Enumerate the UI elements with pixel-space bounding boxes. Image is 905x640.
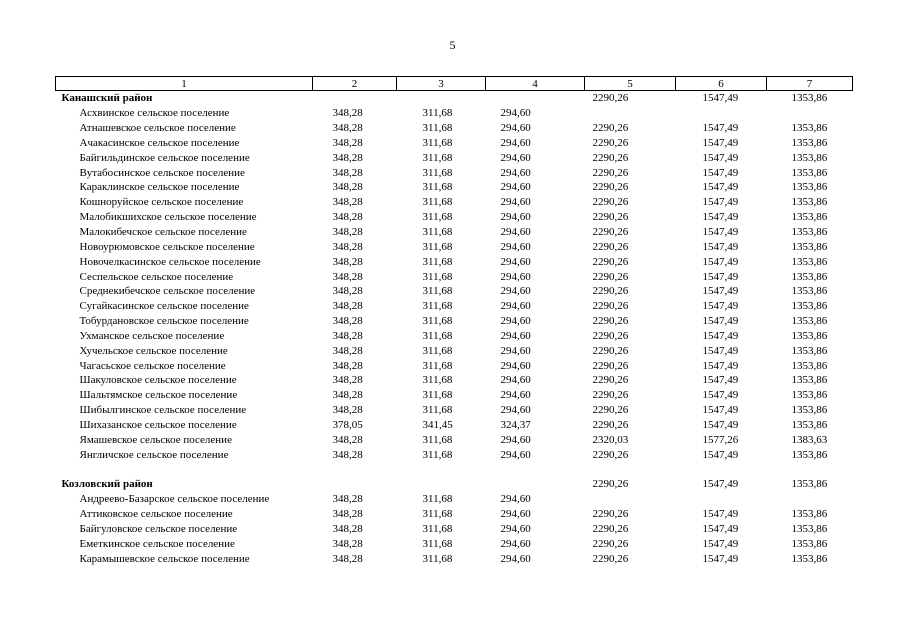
settlement-name: Атнашевское сельское поселение [79, 122, 236, 135]
value-cell: 311,68 [422, 508, 453, 521]
value-cell: 1353,86 [791, 211, 828, 224]
value-cell: 294,60 [500, 315, 531, 328]
value-cell: 311,68 [422, 226, 453, 239]
value-cell: 294,60 [500, 344, 531, 357]
value-cell: 1353,86 [791, 344, 828, 357]
value-cell: 2290,26 [592, 181, 629, 194]
settlement-name: Сеспельское сельское поселение [79, 270, 234, 283]
section-value-cell [486, 477, 585, 492]
value-cell: 1547,49 [702, 181, 739, 194]
value-cell: 1547,49 [702, 508, 739, 521]
value-cell: 1547,49 [702, 315, 739, 328]
value-cell: 294,60 [500, 181, 531, 194]
value-cell: 348,28 [332, 196, 363, 209]
section-title: Канашский район [61, 92, 153, 105]
value-cell: 324,37 [500, 418, 531, 431]
value-cell: 348,28 [332, 151, 363, 164]
table-row [56, 403, 853, 418]
value-cell: 1547,49 [702, 448, 739, 461]
table-row [56, 254, 853, 269]
value-cell: 294,60 [500, 196, 531, 209]
settlement-name: Вутабосинское сельское поселение [79, 166, 245, 179]
value-cell: 294,60 [500, 537, 531, 550]
settlement-name: Новочелкасинское сельское поселение [79, 255, 261, 268]
value-cell: 1547,49 [702, 344, 739, 357]
value-cell: 294,60 [500, 211, 531, 224]
value-cell: 311,68 [422, 404, 453, 417]
value-cell: 311,68 [422, 389, 453, 402]
value-cell: 1547,49 [702, 404, 739, 417]
value-cell: 1547,49 [702, 255, 739, 268]
value-cell: 1547,49 [702, 537, 739, 550]
value-cell: 294,60 [500, 151, 531, 164]
section-value-cell: 1353,86 [791, 478, 828, 491]
value-cell: 1547,49 [702, 329, 739, 342]
table-row [56, 343, 853, 358]
section-value-cell [397, 477, 486, 492]
section-row [56, 477, 853, 492]
table-row [56, 106, 853, 121]
value-cell: 1547,49 [702, 522, 739, 535]
column-header: 1 [56, 77, 313, 91]
value-cell: 1353,86 [791, 404, 828, 417]
value-cell: 1547,49 [702, 122, 739, 135]
value-cell: 2290,26 [592, 389, 629, 402]
section-value-cell: 1547,49 [702, 92, 739, 105]
value-cell: 311,68 [422, 433, 453, 446]
value-cell: 2290,26 [592, 255, 629, 268]
table-row [56, 299, 853, 314]
value-cell: 294,60 [500, 107, 531, 120]
section-value-cell [486, 91, 585, 106]
table-row [56, 492, 853, 507]
value-cell: 311,68 [422, 240, 453, 253]
value-cell: 311,68 [422, 196, 453, 209]
value-cell: 294,60 [500, 300, 531, 313]
value-cell: 2290,26 [592, 359, 629, 372]
value-cell: 311,68 [422, 315, 453, 328]
column-header: 4 [486, 77, 585, 91]
settlement-name: Новоурюмовское сельское поселение [79, 240, 255, 253]
section-title: Козловский район [61, 478, 153, 491]
table-row [56, 373, 853, 388]
settlement-name: Андреево-Базарское сельское поселение [79, 493, 270, 506]
value-cell: 311,68 [422, 211, 453, 224]
value-cell: 2290,26 [592, 211, 629, 224]
value-cell: 311,68 [422, 107, 453, 120]
section-value-cell: 1547,49 [702, 478, 739, 491]
column-header: 6 [676, 77, 767, 91]
column-header: 7 [767, 77, 853, 91]
value-cell: 1547,49 [702, 389, 739, 402]
column-header: 5 [585, 77, 676, 91]
value-cell: 1547,49 [702, 552, 739, 565]
settlement-name: Байгуловское сельское поселение [79, 522, 238, 535]
value-cell: 294,60 [500, 448, 531, 461]
settlement-name: Ямашевское сельское поселение [79, 433, 232, 446]
table-row [56, 507, 853, 522]
value-cell: 1353,86 [791, 522, 828, 535]
value-cell: 348,28 [332, 404, 363, 417]
value-cell: 294,60 [500, 285, 531, 298]
value-cell: 294,60 [500, 404, 531, 417]
table-row [56, 136, 853, 151]
value-cell: 294,60 [500, 270, 531, 283]
value-cell: 294,60 [500, 433, 531, 446]
value-cell: 294,60 [500, 136, 531, 149]
value-cell: 1353,86 [791, 151, 828, 164]
value-cell: 294,60 [500, 493, 531, 506]
settlement-name: Малокибечское сельское поселение [79, 226, 247, 239]
value-cell: 2290,26 [592, 166, 629, 179]
table-header [56, 77, 853, 91]
value-cell: 1353,86 [791, 374, 828, 387]
settlement-name: Шакуловское сельское поселение [79, 374, 237, 387]
settlement-name: Ухманское сельское поселение [79, 329, 225, 342]
spacer-cell [56, 462, 853, 477]
value-cell: 1353,86 [791, 418, 828, 431]
value-cell: 2290,26 [592, 448, 629, 461]
value-cell: 348,28 [332, 374, 363, 387]
value-cell: 294,60 [500, 508, 531, 521]
value-cell: 311,68 [422, 522, 453, 535]
table-row [56, 239, 853, 254]
page-number: 5 [449, 38, 456, 52]
value-cell [585, 106, 676, 121]
section-value-cell [313, 91, 397, 106]
section-value-cell [313, 477, 397, 492]
value-cell: 348,28 [332, 344, 363, 357]
value-cell: 2290,26 [592, 329, 629, 342]
value-cell: 1353,86 [791, 389, 828, 402]
settlement-name: Караклинское сельское поселение [79, 181, 240, 194]
settlement-name: Шихазанское сельское поселение [79, 418, 237, 431]
table-row [56, 314, 853, 329]
settlement-name: Еметкинское сельское поселение [79, 537, 235, 550]
value-cell: 348,28 [332, 226, 363, 239]
table-row [56, 195, 853, 210]
settlement-name: Ачакасинское сельское поселение [79, 136, 240, 149]
value-cell: 2320,03 [592, 433, 629, 446]
settlement-name: Тобурдановское сельское поселение [79, 315, 249, 328]
value-cell [585, 492, 676, 507]
value-cell [767, 492, 853, 507]
value-cell: 1547,49 [702, 240, 739, 253]
table-row [56, 358, 853, 373]
table-row [56, 521, 853, 536]
value-cell: 348,28 [332, 240, 363, 253]
value-cell: 311,68 [422, 552, 453, 565]
value-cell: 1353,86 [791, 508, 828, 521]
value-cell: 1353,86 [791, 270, 828, 283]
value-cell: 311,68 [422, 166, 453, 179]
value-cell: 348,28 [332, 522, 363, 535]
value-cell: 311,68 [422, 151, 453, 164]
value-cell: 294,60 [500, 552, 531, 565]
value-cell: 311,68 [422, 270, 453, 283]
value-cell: 348,28 [332, 359, 363, 372]
value-cell: 2290,26 [592, 270, 629, 283]
value-cell: 2290,26 [592, 344, 629, 357]
settlement-name: Среднекибечское сельское поселение [79, 285, 256, 298]
value-cell: 311,68 [422, 374, 453, 387]
value-cell: 348,28 [332, 300, 363, 313]
value-cell: 1353,86 [791, 359, 828, 372]
settlement-name: Янгличское сельское поселение [79, 448, 229, 461]
value-cell: 348,28 [332, 136, 363, 149]
value-cell: 348,28 [332, 315, 363, 328]
value-cell: 1353,86 [791, 136, 828, 149]
value-cell: 1547,49 [702, 151, 739, 164]
value-cell: 348,28 [332, 285, 363, 298]
value-cell [676, 106, 767, 121]
value-cell: 2290,26 [592, 552, 629, 565]
value-cell: 1353,86 [791, 240, 828, 253]
settlement-name: Аттиковское сельское поселение [79, 508, 233, 521]
value-cell: 1353,86 [791, 122, 828, 135]
value-cell [676, 492, 767, 507]
value-cell: 1353,86 [791, 552, 828, 565]
value-cell: 1353,86 [791, 300, 828, 313]
settlement-name: Сугайкасинское сельское поселение [79, 300, 249, 313]
value-cell: 294,60 [500, 389, 531, 402]
value-cell: 2290,26 [592, 240, 629, 253]
value-cell: 1547,49 [702, 136, 739, 149]
table-row [56, 121, 853, 136]
table-row [56, 180, 853, 195]
section-value-cell: 1353,86 [791, 92, 828, 105]
settlement-name: Байгильдинское сельское поселение [79, 151, 250, 164]
header-row [56, 77, 853, 91]
value-cell: 2290,26 [592, 315, 629, 328]
table-row [56, 447, 853, 462]
table-row [56, 432, 853, 447]
table-row [56, 150, 853, 165]
value-cell: 2290,26 [592, 537, 629, 550]
value-cell: 1353,86 [791, 196, 828, 209]
value-cell: 348,28 [332, 181, 363, 194]
value-cell: 311,68 [422, 255, 453, 268]
value-cell: 1353,86 [791, 448, 828, 461]
value-cell: 348,28 [332, 329, 363, 342]
value-cell: 311,68 [422, 344, 453, 357]
value-cell: 2290,26 [592, 418, 629, 431]
value-cell: 294,60 [500, 329, 531, 342]
value-cell: 311,68 [422, 329, 453, 342]
value-cell: 1547,49 [702, 418, 739, 431]
value-cell: 1353,86 [791, 226, 828, 239]
value-cell [767, 106, 853, 121]
value-cell: 2290,26 [592, 374, 629, 387]
value-cell: 311,68 [422, 448, 453, 461]
table-row [56, 269, 853, 284]
value-cell: 1547,49 [702, 211, 739, 224]
section-value-cell: 2290,26 [592, 92, 629, 105]
table-row [56, 165, 853, 180]
value-cell: 2290,26 [592, 196, 629, 209]
settlement-name: Асхвинское сельское поселение [79, 107, 230, 120]
value-cell: 348,28 [332, 448, 363, 461]
value-cell: 294,60 [500, 122, 531, 135]
value-cell: 1577,26 [702, 433, 739, 446]
value-cell: 2290,26 [592, 508, 629, 521]
settlement-name: Хучельское сельское поселение [79, 344, 228, 357]
value-cell: 348,28 [332, 122, 363, 135]
value-cell: 2290,26 [592, 522, 629, 535]
value-cell: 1547,49 [702, 226, 739, 239]
value-cell: 1547,49 [702, 359, 739, 372]
settlement-name: Шальтямское сельское поселение [79, 389, 238, 402]
value-cell: 1547,49 [702, 300, 739, 313]
table-row [56, 225, 853, 240]
value-cell: 294,60 [500, 522, 531, 535]
settlement-name: Малобикшихское сельское поселение [79, 211, 257, 224]
value-cell: 1547,49 [702, 270, 739, 283]
column-header: 3 [397, 77, 486, 91]
value-cell: 348,28 [332, 107, 363, 120]
value-cell: 294,60 [500, 226, 531, 239]
value-cell: 1547,49 [702, 196, 739, 209]
spacer-row [56, 462, 853, 477]
value-cell: 294,60 [500, 359, 531, 372]
table-row [56, 388, 853, 403]
table-row [56, 536, 853, 551]
value-cell: 1353,86 [791, 537, 828, 550]
value-cell: 294,60 [500, 166, 531, 179]
value-cell: 348,28 [332, 493, 363, 506]
value-cell: 348,28 [332, 552, 363, 565]
table-row [56, 551, 853, 566]
value-cell: 311,68 [422, 359, 453, 372]
value-cell: 348,28 [332, 255, 363, 268]
value-cell: 348,28 [332, 389, 363, 402]
table-row [56, 284, 853, 299]
value-cell: 1547,49 [702, 285, 739, 298]
value-cell: 2290,26 [592, 151, 629, 164]
value-cell: 1353,86 [791, 181, 828, 194]
value-cell: 348,28 [332, 537, 363, 550]
value-cell: 1353,86 [791, 255, 828, 268]
value-cell: 2290,26 [592, 136, 629, 149]
value-cell: 1353,86 [791, 166, 828, 179]
value-cell: 311,68 [422, 181, 453, 194]
value-cell: 341,45 [422, 418, 453, 431]
value-cell: 378,05 [332, 418, 363, 431]
value-cell: 294,60 [500, 240, 531, 253]
table-row [56, 210, 853, 225]
settlement-name: Кошноруйское сельское поселение [79, 196, 244, 209]
value-cell: 2290,26 [592, 285, 629, 298]
value-cell: 311,68 [422, 136, 453, 149]
value-cell: 2290,26 [592, 300, 629, 313]
settlement-name: Карамышевское сельское поселение [79, 552, 250, 565]
value-cell: 1353,86 [791, 315, 828, 328]
value-cell: 311,68 [422, 285, 453, 298]
settlement-name: Шибылгинское сельское поселение [79, 404, 247, 417]
table-body [56, 91, 853, 567]
value-cell: 1547,49 [702, 166, 739, 179]
value-cell: 1547,49 [702, 374, 739, 387]
value-cell: 348,28 [332, 166, 363, 179]
value-cell: 348,28 [332, 433, 363, 446]
settlement-name: Чагасьское сельское поселение [79, 359, 226, 372]
value-cell: 2290,26 [592, 226, 629, 239]
value-cell: 311,68 [422, 300, 453, 313]
value-cell: 311,68 [422, 493, 453, 506]
value-cell: 311,68 [422, 122, 453, 135]
value-cell: 2290,26 [592, 122, 629, 135]
value-cell: 348,28 [332, 270, 363, 283]
value-cell: 348,28 [332, 508, 363, 521]
tariff-table [55, 76, 853, 566]
value-cell: 1353,86 [791, 285, 828, 298]
section-value-cell: 2290,26 [592, 478, 629, 491]
value-cell: 1383,63 [791, 433, 828, 446]
section-value-cell [397, 91, 486, 106]
table-row [56, 418, 853, 433]
value-cell: 311,68 [422, 537, 453, 550]
section-row [56, 91, 853, 106]
value-cell: 1353,86 [791, 329, 828, 342]
value-cell: 2290,26 [592, 404, 629, 417]
value-cell: 348,28 [332, 211, 363, 224]
column-header: 2 [313, 77, 397, 91]
value-cell: 294,60 [500, 255, 531, 268]
value-cell: 294,60 [500, 374, 531, 387]
table-row [56, 329, 853, 344]
